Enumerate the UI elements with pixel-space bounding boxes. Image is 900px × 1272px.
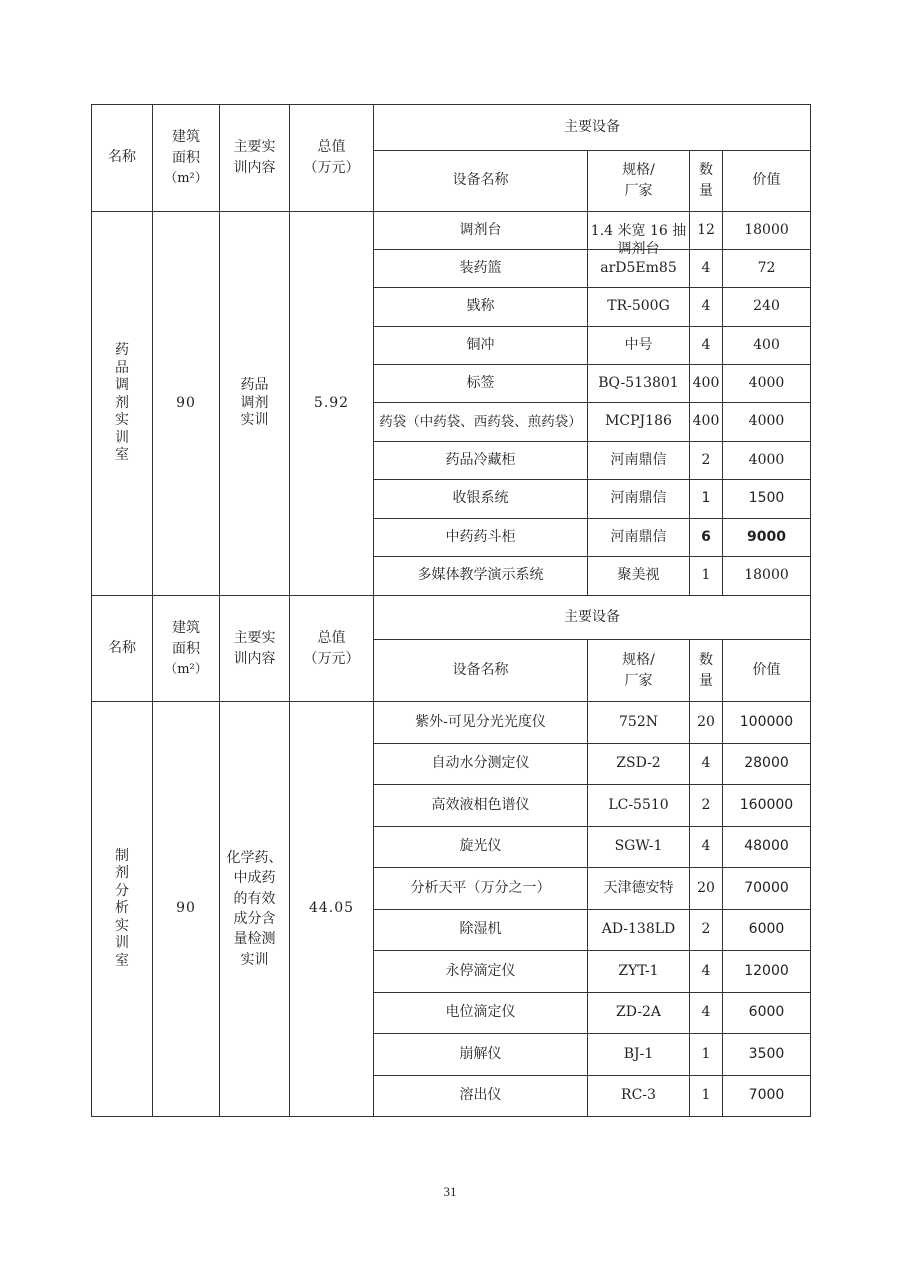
header-content: 主要实 训内容	[220, 596, 290, 702]
header-name: 名称	[92, 105, 153, 212]
equip-qty: 1	[690, 480, 723, 519]
equip-price: 18000	[723, 557, 811, 596]
equip-price: 48000	[723, 827, 811, 868]
equip-name: 自动水分测定仪	[374, 744, 588, 785]
equip-name: 药品冷藏柜	[374, 442, 588, 480]
equip-qty: 1	[690, 1034, 723, 1076]
equip-qty: 2	[690, 442, 723, 480]
equip-qty: 4	[690, 250, 723, 288]
equip-price: 100000	[723, 702, 811, 744]
header-price: 价值	[723, 640, 811, 702]
equip-name: 崩解仪	[374, 1034, 588, 1076]
equip-spec: ZSD-2	[588, 744, 690, 785]
equip-qty: 2	[690, 910, 723, 951]
header-total: 总值 （万元）	[290, 105, 374, 212]
equip-price: 72	[723, 250, 811, 288]
equip-spec: 中号	[588, 327, 690, 365]
equip-name: 药袋（中药袋、西药袋、煎药袋）	[374, 403, 588, 442]
equip-price: 9000	[723, 519, 811, 557]
room-area: 90	[153, 212, 220, 596]
equip-price: 4000	[723, 442, 811, 480]
header-equip-name: 设备名称	[374, 640, 588, 702]
equip-price: 6000	[723, 910, 811, 951]
equip-qty: 1	[690, 1076, 723, 1117]
equip-price: 6000	[723, 993, 811, 1034]
equip-price: 400	[723, 327, 811, 365]
equip-spec: 天津德安特	[588, 868, 690, 910]
equip-price: 18000	[723, 212, 811, 250]
equip-spec: 1.4 米宽 16 抽调剂台	[588, 212, 690, 250]
equip-spec: 752N	[588, 702, 690, 744]
equip-qty: 4	[690, 327, 723, 365]
room-name: 制 剂 分 析 实 训 室	[92, 702, 153, 1117]
equip-qty: 4	[690, 744, 723, 785]
equip-spec: BQ-513801	[588, 365, 690, 403]
equip-price: 4000	[723, 365, 811, 403]
equip-price: 70000	[723, 868, 811, 910]
equip-price: 3500	[723, 1034, 811, 1076]
equip-name: 分析天平（万分之一）	[374, 868, 588, 910]
equip-spec: 聚美视	[588, 557, 690, 596]
header-spec: 规格/ 厂家	[588, 640, 690, 702]
equip-qty: 400	[690, 403, 723, 442]
header-qty: 数 量	[690, 151, 723, 212]
equip-price: 12000	[723, 951, 811, 993]
header-total: 总值 （万元）	[290, 596, 374, 702]
equipment-table	[91, 104, 811, 1117]
equip-price: 28000	[723, 744, 811, 785]
header-main-equipment: 主要设备	[374, 105, 811, 151]
equip-spec: LC-5510	[588, 785, 690, 827]
table-row	[92, 702, 811, 744]
equip-qty: 1	[690, 557, 723, 596]
equip-spec: RC-3	[588, 1076, 690, 1117]
equip-spec: 河南鼎信	[588, 480, 690, 519]
room-content: 化学药、 中成药 的有效 成分含 量检测 实训	[220, 702, 290, 1117]
page-number: 31	[443, 1184, 457, 1199]
equip-qty: 4	[690, 951, 723, 993]
header-area: 建筑 面积 （m²）	[153, 596, 220, 702]
equip-spec: arD5Em85	[588, 250, 690, 288]
room-content: 药品 调剂 实训	[220, 212, 290, 596]
equip-spec: 河南鼎信	[588, 442, 690, 480]
equip-name: 电位滴定仪	[374, 993, 588, 1034]
table-header-row	[92, 596, 811, 640]
equip-name: 永停滴定仪	[374, 951, 588, 993]
header-content: 主要实 训内容	[220, 105, 290, 212]
header-main-equipment: 主要设备	[374, 596, 811, 640]
equip-name: 装药篮	[374, 250, 588, 288]
equip-price: 7000	[723, 1076, 811, 1117]
table-header-row	[92, 105, 811, 151]
equip-name: 多媒体教学演示系统	[374, 557, 588, 596]
equip-spec: BJ-1	[588, 1034, 690, 1076]
equip-spec: ZYT-1	[588, 951, 690, 993]
room-total: 5.92	[290, 212, 374, 596]
header-equip-name: 设备名称	[374, 151, 588, 212]
equip-name: 紫外-可见分光光度仪	[374, 702, 588, 744]
equip-qty: 4	[690, 993, 723, 1034]
equip-spec: AD-138LD	[588, 910, 690, 951]
equip-qty: 2	[690, 785, 723, 827]
equip-spec: MCPJ186	[588, 403, 690, 442]
header-qty: 数 量	[690, 640, 723, 702]
equip-qty: 6	[690, 519, 723, 557]
equip-spec: 河南鼎信	[588, 519, 690, 557]
equip-spec: SGW-1	[588, 827, 690, 868]
equip-name: 标签	[374, 365, 588, 403]
equip-price: 1500	[723, 480, 811, 519]
equip-name: 溶出仪	[374, 1076, 588, 1117]
equip-name: 除湿机	[374, 910, 588, 951]
equip-qty: 4	[690, 827, 723, 868]
equip-name: 中药药斗柜	[374, 519, 588, 557]
equip-name: 戥称	[374, 288, 588, 327]
equip-price: 4000	[723, 403, 811, 442]
room-name: 药 品 调 剂 实 训 室	[92, 212, 153, 596]
equip-name: 铜冲	[374, 327, 588, 365]
header-price: 价值	[723, 151, 811, 212]
equip-name: 调剂台	[374, 212, 588, 250]
equip-qty: 20	[690, 702, 723, 744]
equip-qty: 4	[690, 288, 723, 327]
header-spec: 规格/ 厂家	[588, 151, 690, 212]
equip-name: 收银系统	[374, 480, 588, 519]
equip-qty: 400	[690, 365, 723, 403]
room-total: 44.05	[290, 702, 374, 1117]
equip-name: 旋光仪	[374, 827, 588, 868]
equip-price: 240	[723, 288, 811, 327]
header-name: 名称	[92, 596, 153, 702]
equip-spec: TR-500G	[588, 288, 690, 327]
equip-qty: 12	[690, 212, 723, 250]
header-area: 建筑 面积 （m²）	[153, 105, 220, 212]
equip-price: 160000	[723, 785, 811, 827]
equip-name: 高效液相色谱仪	[374, 785, 588, 827]
table-row	[92, 212, 811, 250]
equip-qty: 20	[690, 868, 723, 910]
equip-spec: ZD-2A	[588, 993, 690, 1034]
room-area: 90	[153, 702, 220, 1117]
